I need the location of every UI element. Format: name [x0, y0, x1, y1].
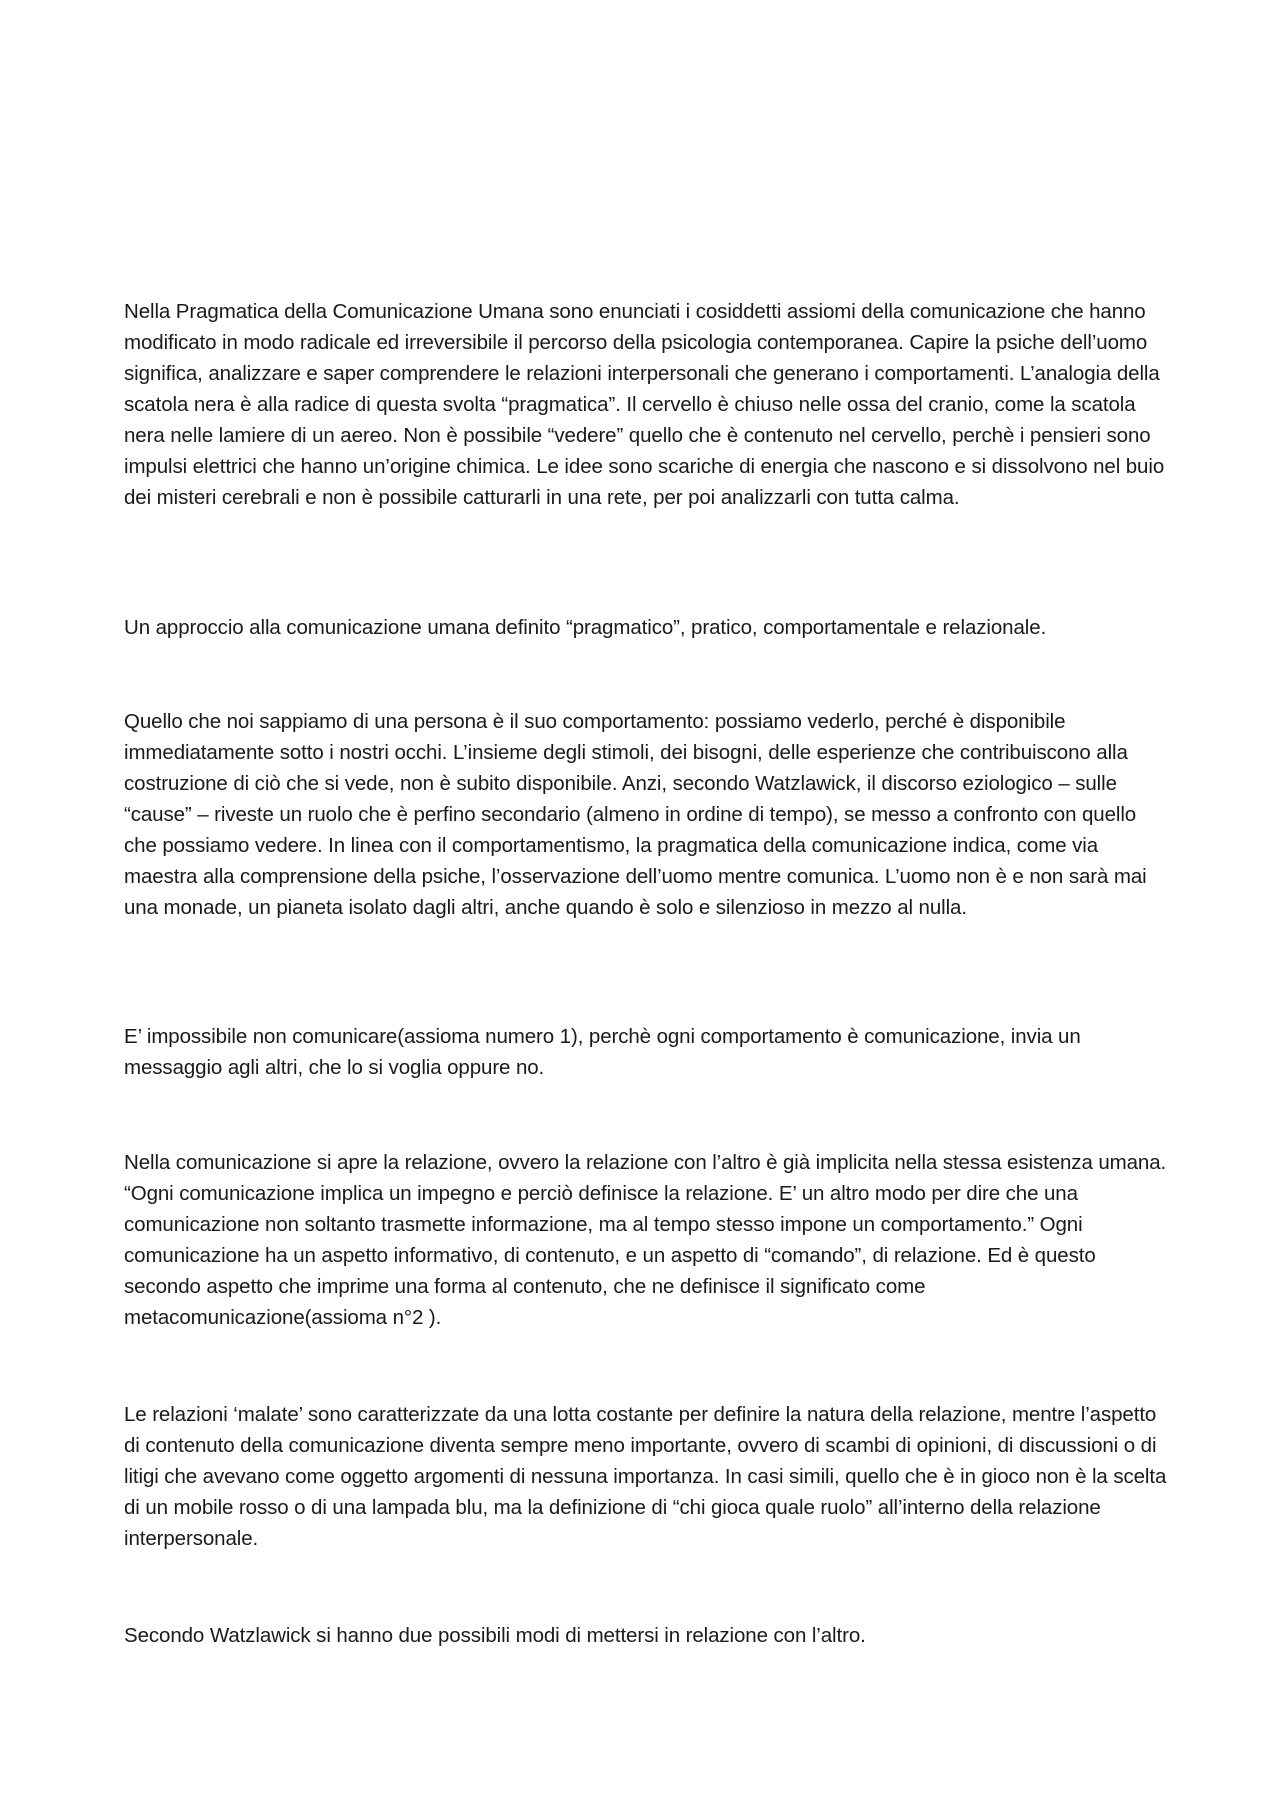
paragraph-axiom-one: E’ impossibile non comunicare(assioma numero 1), perchè ogni comportamento è comunicazione, invia un messaggio agli altri, che lo si voglia oppure no.	[124, 1025, 1081, 1079]
paragraph-two-relation-modes: Secondo Watzlawick si hanno due possibili modi di mettersi in relazione con l’altro.	[124, 1624, 866, 1647]
paragraph-black-box-analogy: Nella Pragmatica della Comunicazione Umana sono enunciati i cosiddetti assiomi della comunicazione che hanno modificato in modo radicale ed irreversibile il percorso della psicologia contemporanea. Capire la psiche dell’uomo significa, analizzare e saper comprendere le relazioni interpersonali che generano i comportamenti. L’analogia della scatola nera è alla radice di questa svolta “pragmatica”. Il cervello è chiuso nelle ossa del cranio, come la scatola nera nelle lamiere di un aereo. Non è possibile “vedere” quello che è contenuto nel cervello, perchè i pensieri sono impulsi elettrici che hanno un’origine chimica. Le idee sono scariche di energia che nascono e si dissolvono nel buio dei misteri cerebrali e non è possibile catturarli in una rete, per poi analizzarli con tutta calma.	[124, 300, 1165, 509]
paragraph-axiom-two: Nella comunicazione si apre la relazione, ovvero la relazione con l’altro è già implicita nella stessa esistenza umana. “Ogni comunicazione implica un impegno e perciò definisce la relazione. E’ un altro modo per dire che una comunicazione non soltanto trasmette informazione, ma al tempo stesso impone un comportamento.” Ogni comunicazione ha un aspetto informativo, di contenuto, e un aspetto di “comando”, di relazione. Ed è questo secondo aspetto che imprime una forma al contenuto, che ne definisce il significato come metacomunicazione(assioma n°2 ).	[124, 1151, 1167, 1329]
paragraph-sick-relationships: Le relazioni ‘malate’ sono caratterizzate da una lotta costante per definire la natura della relazione, mentre l’aspetto di contenuto della comunicazione diventa sempre meno importante, ovvero di scambi di opinioni, di discussioni o di litigi che avevano come oggetto argomenti di nessuna importanza. In casi simili, quello che è in gioco non è la scelta di un mobile rosso o di una lampada blu, ma la definizione di “chi gioca quale ruolo” all’interno della relazione interpersonale.	[124, 1403, 1167, 1550]
paragraph-pragmatic-approach: Un approccio alla comunicazione umana definito “pragmatico”, pratico, comportamentale e relazionale.	[124, 616, 1047, 639]
paragraph-observable-behavior: Quello che noi sappiamo di una persona è il suo comportamento: possiamo vederlo, perché è disponibile immediatamente sotto i nostri occhi. L’insieme degli stimoli, dei bisogni, delle esperienze che contribuiscono alla costruzione di ciò che si vede, non è subito disponibile. Anzi, secondo Watzlawick, il discorso eziologico – sulle “cause” – riveste un ruolo che è perfino secondario (almeno in ordine di tempo), se messo a confronto con quello che possiamo vedere. In linea con il comportamentismo, la pragmatica della comunicazione indica, come via maestra alla comprensione della psiche, l’osservazione dell’uomo mentre comunica. L’uomo non è e non sarà mai una monade, un pianeta isolato dagli altri, anche quando è solo e silenzioso in mezzo al nulla.	[124, 710, 1147, 919]
